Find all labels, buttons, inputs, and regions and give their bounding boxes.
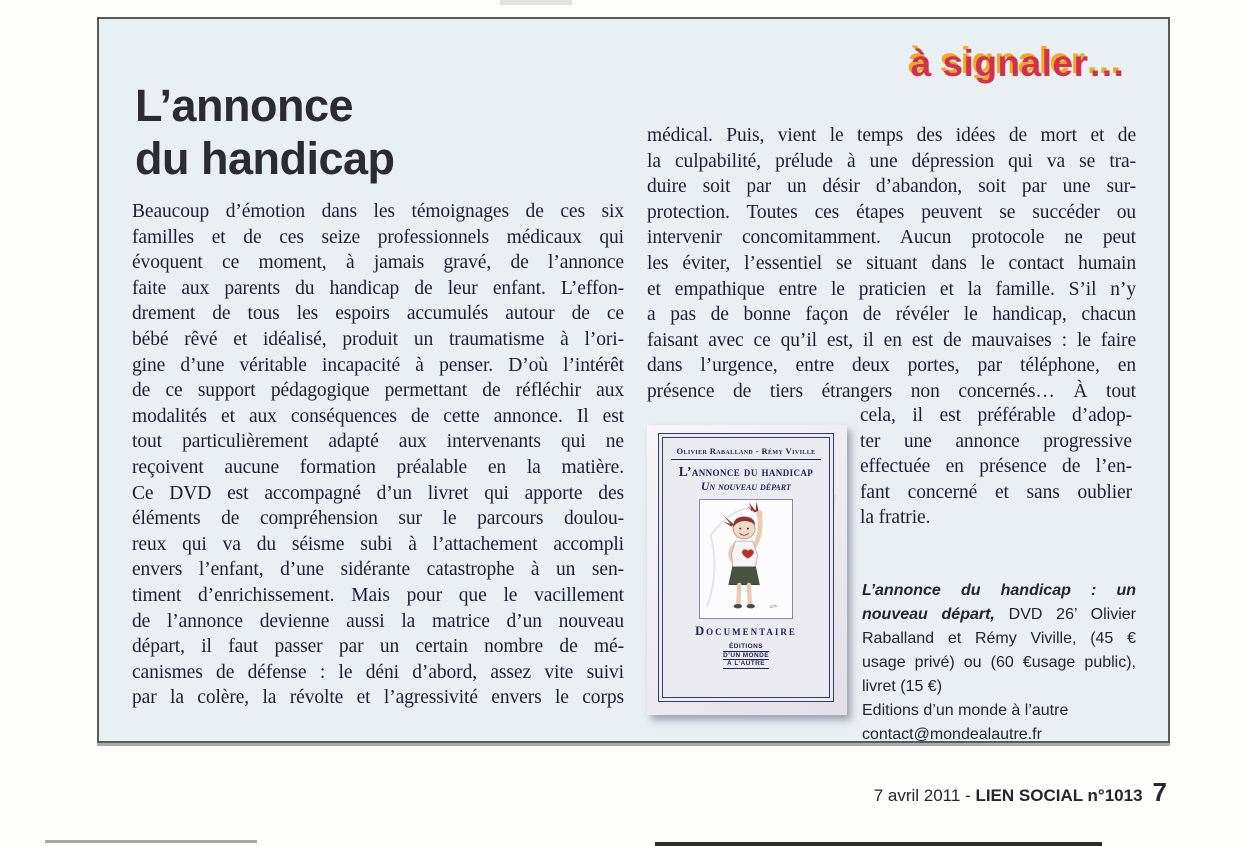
text-line: effectuée en présence de l’en- (860, 456, 1132, 478)
dvd-publisher-line: D’UN MONDE (723, 651, 769, 659)
text-line: tout particulièrement adapté aux intervenants qui ne (132, 431, 624, 453)
scan-artifact-top (500, 0, 572, 5)
caption-title: L’annonce du handicap : un nouveau départ, (862, 582, 1136, 623)
text-line: duire soit par un désir d’abandon, soit par une sur- (647, 176, 1136, 198)
dvd-subtitle: Un nouveau départ (701, 481, 791, 493)
dvd-authors: Olivier Raballand - Rémy Viville (676, 446, 816, 456)
text-line: protection. Toutes ces étapes peuvent se succéder ou (647, 201, 1136, 223)
caption-email: contact@mondealautre.fr (862, 726, 1042, 743)
dvd-illustration (699, 499, 793, 619)
dvd-cover-photo (647, 425, 847, 715)
text-line: de l’annonce devienne aussi la matrice d’un nouveau (132, 610, 624, 632)
article-right-column (647, 123, 1136, 405)
text-line: la culpabilité, prélude à une dépression qui va se tra- (647, 150, 1136, 172)
text-line: canismes de défense : le déni d’abord, assez vite suivi (132, 661, 624, 683)
text-line: la fratrie. (860, 507, 931, 529)
text-line: intervenir concomitamment. Aucun protocole ne peut (647, 227, 1136, 249)
text-line: départ, il faut passer par un certain nombre de mé- (132, 636, 624, 658)
dvd-rule (671, 459, 820, 460)
text-line: médical. Puis, vient le temps des idées de mort et de (647, 125, 1136, 146)
text-line: faisant avec ce qu’il est, il en est de mauvaises : le faire (647, 329, 1136, 351)
text-line: Beaucoup d’émotion dans les témoignages de ces six (132, 201, 624, 222)
caption-publisher: Editions d’un monde à l’autre (862, 702, 1069, 719)
footer-date: 7 avril 2011 - (873, 786, 976, 805)
text-line: fant concerné et sans oublier (860, 481, 1132, 503)
text-line: faite aux parents du handicap de leur enfant. L’effon- (132, 277, 624, 299)
text-line: dans l’urgence, entre deux portes, par téléphone, en (647, 355, 1136, 377)
text-line: drement de tous les espoirs accumulés autour de ce (132, 303, 624, 325)
section-label: à signaler… (910, 43, 1126, 84)
text-line: éléments de compréhension sur le parcours doulou- (132, 508, 624, 530)
article-wrap-column (860, 403, 1132, 531)
page-footer (874, 777, 1167, 808)
dvd-genre: Documentaire (695, 624, 797, 638)
dvd-caption (862, 579, 1136, 747)
footer-page-number: 7 (1152, 777, 1167, 807)
article-left-column (132, 199, 624, 711)
text-line: Ce DVD est accompagné d’un livret qui apporte des (132, 482, 624, 504)
caption-paragraph (862, 579, 1136, 699)
dvd-cover-frame (662, 437, 830, 698)
article-box (97, 17, 1170, 743)
scan-artifact-bottom-bar (655, 842, 1102, 846)
text-line: de ce support pédagogique permettant de réfléchir aux (132, 380, 624, 402)
dvd-publisher-line: À L’AUTRE (723, 660, 769, 669)
text-line: évoquent ce moment, à jamais gravé, de l’annonce (132, 252, 624, 274)
text-line: par la colère, la révolte et l’agressivité envers le corps (132, 687, 624, 709)
text-line: reux qui va du séisme subi à l’attachement accompli (132, 533, 624, 555)
text-line: modalités et aux conséquences de cette annonce. Il est (132, 405, 624, 427)
text-line: timent d’enrichissement. Mais pour que le vacillement (132, 584, 624, 606)
article-title (135, 79, 395, 185)
text-line: ter une annonce progressive (860, 430, 1132, 452)
text-line: gine d’une véritable incapacité à penser. D’où l’intérêt (132, 354, 624, 376)
text-line: a pas de bonne façon de révéler le handicap, chacun (647, 304, 1136, 326)
dvd-publisher-line: ÉDITIONS (723, 643, 769, 652)
text-line: présence de tiers étrangers non concernés… À tout (647, 380, 1136, 402)
text-line: les éviter, l’essentiel se situant dans le contact humain (647, 252, 1136, 274)
text-line: cela, il est préférable d’adop- (860, 405, 1132, 426)
caption-details: DVD 26’ Olivier Raballand et Rémy Viville, (45 € usage privé) ou (60 €usage public), livret (15 €) (862, 606, 1137, 695)
text-line: bébé rêvé et idéalisé, produit un traumatisme à l’ori- (132, 328, 624, 350)
article-title-line1: L’annonce (135, 80, 354, 131)
footer-journal-name: LIEN SOCIAL n°1013 (975, 786, 1143, 805)
article-title-line2: du handicap (135, 133, 395, 184)
scan-artifact-bottom-left (45, 840, 257, 843)
dvd-cover (658, 433, 834, 702)
text-line: reçoivent aucune formation préalable en la matière. (132, 456, 624, 478)
dvd-title: L’annonce du handicap (678, 464, 814, 479)
text-line: et empathique entre le praticien et la famille. S’il n’y (647, 278, 1136, 300)
girl-drawing-icon (701, 500, 791, 616)
text-line: envers l’enfant, d’une sidérante catastrophe à un sen- (132, 559, 624, 581)
text-line: familles et de ces seize professionnels médicaux qui (132, 226, 624, 248)
dvd-publisher-logo (723, 643, 769, 669)
